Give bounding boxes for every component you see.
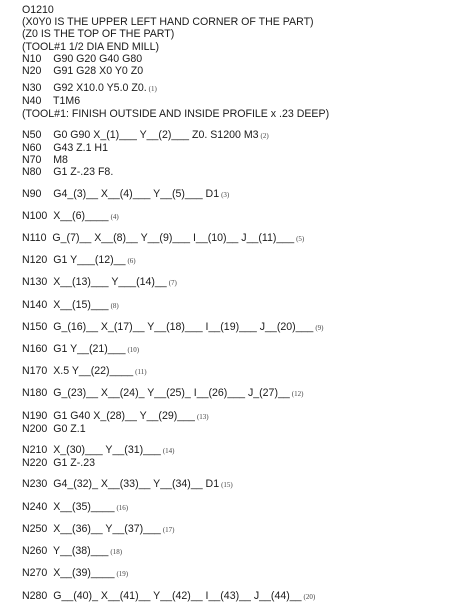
- question-number: (4): [110, 212, 119, 221]
- program-line: [22, 410, 470, 423]
- program-line-text: N30 G92 X10.0 Y5.0 Z0.: [22, 82, 147, 95]
- program-line: [22, 232, 470, 245]
- program-line-text: N70 M8: [22, 154, 68, 167]
- program-line-text: N120 G1 Y___(12)__: [22, 254, 126, 267]
- question-number: (7): [168, 279, 177, 288]
- program-line-text: N200 G0 Z.1: [22, 422, 86, 435]
- program-line-text: N240 X__(35)____: [22, 500, 115, 513]
- program-line-text: N150 G_(16)__ X_(17)__ Y__(18)___ I__(19)___ J__(20)___: [22, 320, 314, 333]
- program-line: [22, 95, 470, 107]
- question-number: (1): [148, 85, 157, 94]
- program-line: [22, 523, 470, 536]
- question-number: (19): [116, 570, 129, 579]
- question-number: (20): [303, 592, 316, 601]
- program-line: [22, 457, 470, 469]
- program-line: [22, 142, 470, 154]
- question-number: (6): [127, 257, 136, 266]
- question-number: (9): [315, 323, 324, 332]
- program-line-text: N230 G4_(32)_ X__(33)__ Y__(34)__ D1: [22, 478, 220, 491]
- program-line: [22, 154, 470, 166]
- program-line: [22, 210, 470, 223]
- question-number: (2): [260, 131, 269, 140]
- program-line-text: N80 G1 Z-.23 F8.: [22, 166, 114, 179]
- program-line: [22, 276, 470, 289]
- program-line-text: N110 G_(7)__ X__(8)__ Y__(9)___ I__(10)__ J__(11)___: [22, 232, 295, 245]
- program-line: [22, 590, 470, 603]
- program-line-text: (TOOL#1 1/2 DIA END MILL): [22, 40, 159, 53]
- program-line-text: N210 X_(30)___ Y__(31)___: [22, 444, 161, 457]
- question-number: (13): [196, 412, 209, 421]
- nc-program-document: [22, 4, 470, 603]
- program-line: [22, 129, 470, 142]
- program-line-text: N160 G1 Y__(21)___: [22, 343, 126, 356]
- program-line-text: (Z0 IS THE TOP OF THE PART): [22, 28, 175, 41]
- program-line-text: (TOOL#1: FINISH OUTSIDE AND INSIDE PROFILE x .23 DEEP): [22, 107, 330, 120]
- question-number: (17): [162, 525, 175, 534]
- program-line-text: O1210: [22, 4, 54, 16]
- program-line-text: N170 X.5 Y__(22)____: [22, 365, 134, 378]
- program-line-text: N130 X__(13)___ Y___(14)__: [22, 276, 167, 289]
- program-line: [22, 567, 470, 580]
- program-line: [22, 28, 470, 40]
- program-line: [22, 444, 470, 457]
- program-line: [22, 501, 470, 514]
- program-line: [22, 4, 470, 16]
- program-line-text: N270 X__(39)____: [22, 567, 115, 580]
- program-line-text: N40 T1M6: [22, 95, 81, 108]
- program-line-text: N250 X__(36)__ Y__(37)___: [22, 522, 161, 535]
- question-number: (5): [296, 235, 305, 244]
- program-line: [22, 41, 470, 53]
- program-line-text: N260 Y__(38)___: [22, 545, 109, 558]
- program-line: [22, 423, 470, 435]
- program-line: [22, 321, 470, 334]
- program-line: [22, 343, 470, 356]
- program-line: [22, 254, 470, 267]
- question-number: (10): [127, 346, 140, 355]
- question-number: (15): [221, 481, 233, 490]
- program-line-text: N50 G0 G90 X_(1)___ Y__(2)___ Z0. S1200 M3: [22, 128, 259, 141]
- program-line: [22, 299, 470, 312]
- program-line: [22, 108, 470, 120]
- program-line: [22, 387, 470, 400]
- program-line: [22, 478, 470, 491]
- program-line: [22, 166, 470, 178]
- question-number: (12): [291, 390, 304, 399]
- program-line-text: N10 G90 G20 G40 G80: [22, 52, 143, 65]
- question-number: (11): [135, 368, 147, 377]
- program-line-text: N190 G1 G40 X_(28)__ Y__(29)___: [22, 409, 195, 422]
- program-line: [22, 53, 470, 65]
- program-line: [22, 188, 470, 201]
- program-line-text: N280 G__(40)_ X__(41)__ Y__(42)__ I__(43)__ J__(44)__: [22, 589, 302, 602]
- program-line-text: N220 G1 Z-.23: [22, 457, 96, 470]
- program-line-text: N140 X__(15)___: [22, 298, 109, 311]
- program-line: [22, 545, 470, 558]
- question-number: (14): [162, 447, 175, 456]
- program-line: [22, 82, 470, 95]
- question-number: (18): [110, 548, 123, 557]
- question-number: (8): [110, 301, 119, 310]
- program-line-text: N20 G91 G28 X0 Y0 Z0: [22, 65, 144, 78]
- program-line: [22, 365, 470, 378]
- program-line: [22, 65, 470, 77]
- program-line-text: N100 X__(6)____: [22, 209, 109, 222]
- program-line: [22, 16, 470, 28]
- program-line-text: (X0Y0 IS THE UPPER LEFT HAND CORNER OF THE PART): [22, 16, 314, 29]
- program-line-text: N60 G43 Z.1 H1: [22, 142, 108, 155]
- question-number: (3): [221, 190, 230, 199]
- program-line-text: N90 G4_(3)__ X__(4)___ Y__(5)___ D1: [22, 187, 220, 200]
- program-line-text: N180 G_(23)__ X__(24)_ Y__(25)_ I__(26)___ J_(27)__: [22, 387, 290, 400]
- question-number: (16): [116, 503, 129, 512]
